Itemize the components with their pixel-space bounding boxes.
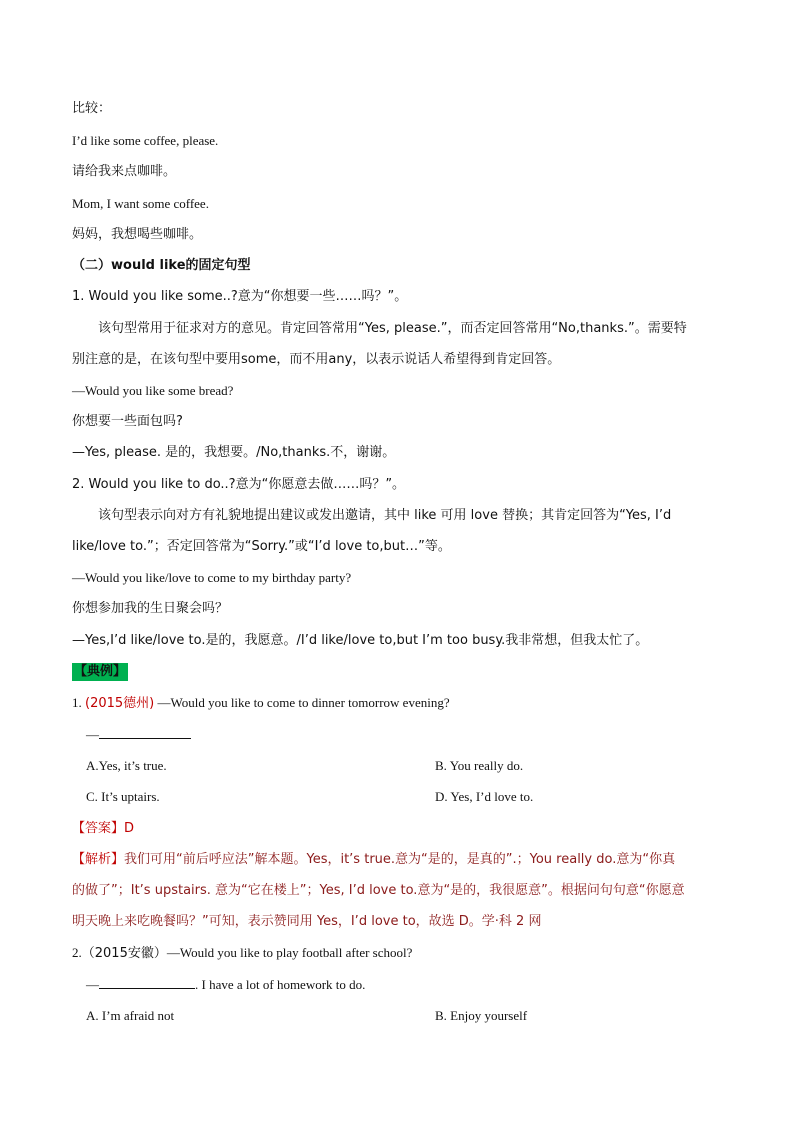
question-2 bbox=[72, 944, 412, 963]
question-2-answer-line bbox=[86, 976, 365, 994]
question-2-number: 2. bbox=[72, 945, 82, 960]
analysis-line-3: 明天晚上来吃晚餐吗？”可知，表示赞同用 Yes，I’d love to，故选 D。学·科 2 网 bbox=[72, 914, 542, 929]
question-1-blank[interactable] bbox=[99, 726, 191, 739]
question-2-source: （2015安徽） bbox=[81, 946, 167, 961]
analysis-line-2: 的做了”；It’s upstairs. 意为“它在楼上”；Yes, I’d love to.意为“是的，我很愿意”。根据问句句意“你愿意 bbox=[72, 883, 685, 898]
pattern-2-body-line-1: 该句型表示向对方有礼貌地提出建议或发出邀请，其中 like 可用 love 替换；其肯定回答为“Yes, I’d bbox=[98, 508, 672, 523]
question-2-after-text: . I have a lot of homework to do. bbox=[195, 977, 366, 992]
question-1-option-a: A.Yes, it’s true. bbox=[86, 758, 167, 773]
pattern-2-example-cn: 你想参加我的生日聚会吗？ bbox=[72, 601, 229, 616]
answer-row bbox=[72, 820, 134, 838]
question-1-dash: — bbox=[86, 727, 99, 742]
pattern-1-body-line-2: 别注意的是，在该句型中要用some，而不用any，以表示说话人希望得到肯定回答。 bbox=[72, 352, 561, 367]
question-1-source: (2015德州) bbox=[85, 696, 155, 711]
compare-chinese-2: 妈妈，我想喝些咖啡。 bbox=[72, 227, 203, 242]
question-2-option-b: B. Enjoy yourself bbox=[435, 1008, 528, 1023]
pattern-2-body-line-2: like/love to.”；否定回答常为“Sorry.”或“I’d love to,but…”等。 bbox=[72, 539, 451, 554]
answer-value: D bbox=[124, 821, 135, 836]
analysis-text-1: 我们可用“前后呼应法”解本题。Yes，it’s true.意为“是的，是真的”.；You really do.意为“你真 bbox=[124, 852, 676, 867]
question-2-option-a: A. I’m afraid not bbox=[86, 1008, 175, 1023]
question-1-option-c: C. It’s uptairs. bbox=[86, 789, 160, 804]
compare-title: 比较： bbox=[72, 101, 112, 116]
analysis-line-1 bbox=[72, 851, 675, 869]
pattern-1-title: 1. Would you like some..?意为“你想要一些……吗？”。 bbox=[72, 289, 408, 304]
answer-label: 【答案】 bbox=[72, 821, 125, 836]
examples-badge: 【典例】 bbox=[74, 664, 127, 679]
pattern-1-example-answer: —Yes, please. 是的，我想要。/No,thanks.不，谢谢。 bbox=[72, 445, 396, 460]
pattern-1-body-line-1: 该句型常用于征求对方的意见。肯定回答常用“Yes, please.”，而否定回答常用“No,thanks.”。需要特 bbox=[98, 321, 687, 336]
pattern-1-example-en: —Would you like some bread? bbox=[72, 383, 234, 398]
pattern-2-example-en: —Would you like/love to come to my birthday party? bbox=[72, 570, 352, 585]
pattern-1-example-cn: 你想要一些面包吗? bbox=[72, 414, 183, 429]
question-1-option-d: D. Yes, I’d love to. bbox=[435, 789, 534, 804]
question-1-text: —Would you like to come to dinner tomorrow evening? bbox=[157, 695, 450, 710]
examples-badge-row bbox=[72, 663, 128, 681]
question-1 bbox=[72, 694, 450, 713]
question-2-dash: — bbox=[86, 977, 99, 992]
section-heading: （二）would like的固定句型 bbox=[72, 258, 251, 273]
question-1-answer-line bbox=[86, 726, 191, 744]
compare-chinese-1: 请给我来点咖啡。 bbox=[72, 164, 177, 179]
pattern-2-title: 2. Would you like to do..?意为“你愿意去做……吗？”。 bbox=[72, 477, 406, 492]
question-1-number: 1. bbox=[72, 695, 82, 710]
pattern-2-example-answer: —Yes,I’d like/love to.是的，我愿意。/I’d like/love to,but I’m too busy.我非常想，但我太忙了。 bbox=[72, 633, 649, 648]
question-2-blank[interactable] bbox=[99, 976, 195, 989]
question-2-text: —Would you like to play football after school? bbox=[166, 945, 413, 960]
compare-english-1: I’d like some coffee, please. bbox=[72, 133, 219, 148]
compare-english-2: Mom, I want some coffee. bbox=[72, 196, 209, 211]
analysis-label: 【解析】 bbox=[72, 852, 125, 867]
question-1-option-b: B. You really do. bbox=[435, 758, 524, 773]
